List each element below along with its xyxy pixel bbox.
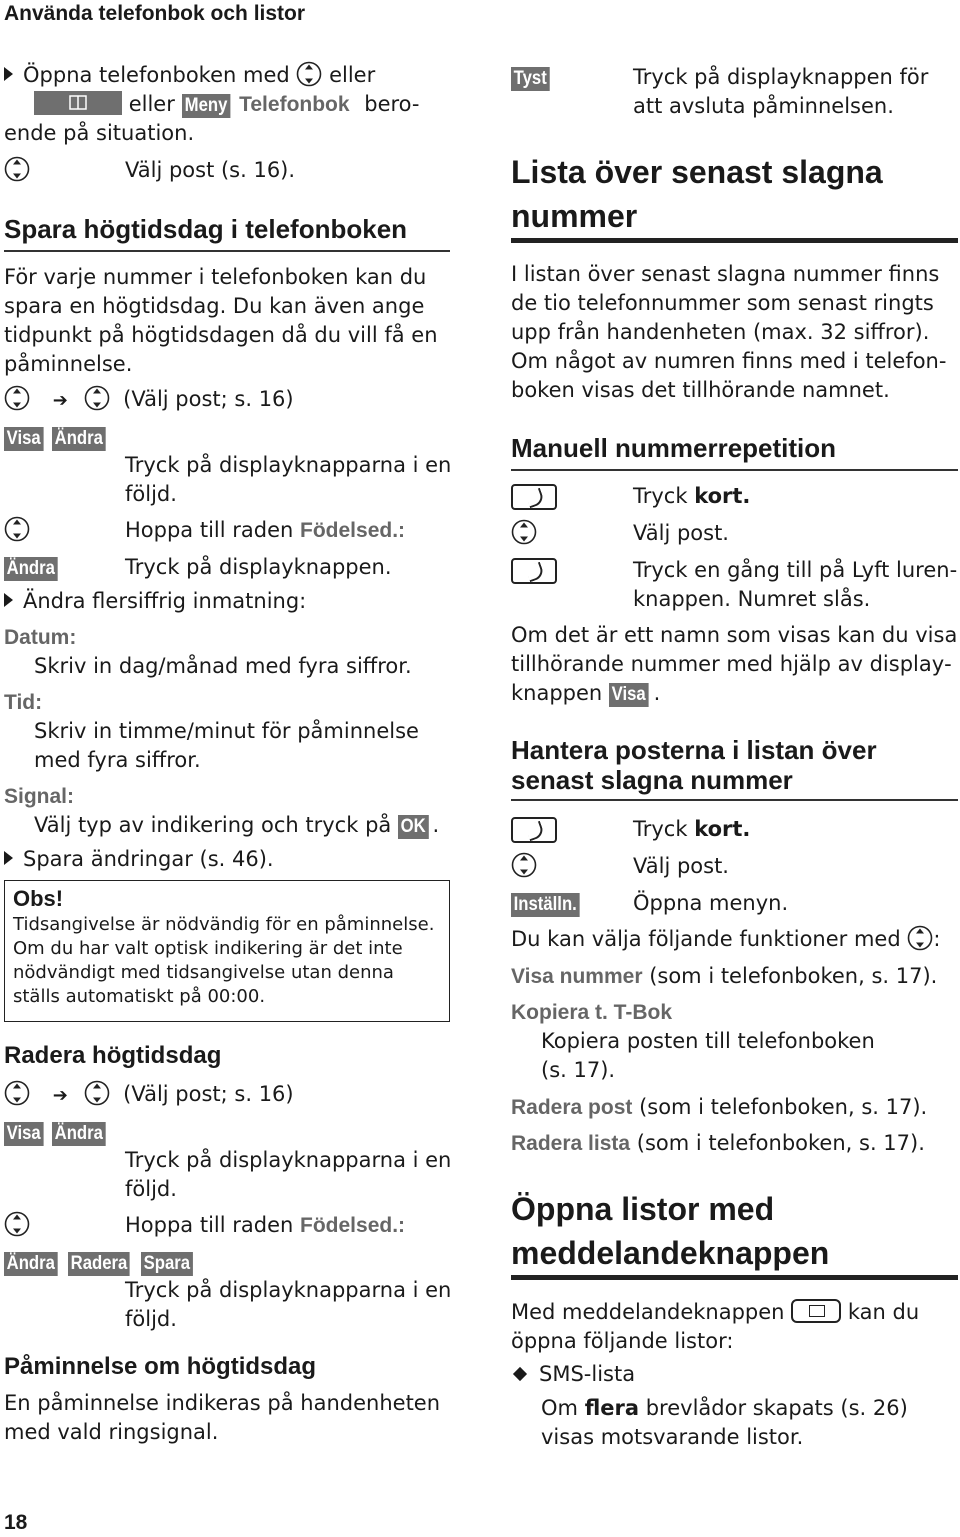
instruction-text: Tryck på displayknappen för <box>633 65 929 89</box>
heading-reminder: Påminnelse om högtidsdag <box>4 1353 317 1380</box>
phonebook-key-icon <box>34 91 122 115</box>
page-number: 18 <box>4 1511 28 1534</box>
softkey-installn: Inställn. <box>511 893 579 917</box>
step-select-entry: Välj post (s. 16). <box>4 156 30 185</box>
step-select-post-2: Välj post. <box>511 852 537 881</box>
field-text-tid: Skriv in timme/minut för påminnelse <box>34 719 419 743</box>
step-jump-birthday-2: Hoppa till raden Födelsed.: <box>4 1211 30 1240</box>
softkey-visa: Visa <box>609 683 648 707</box>
heading-save-anniversary: Spara högtidsdag i telefonboken <box>4 212 450 252</box>
heading-manual-redial: Manuell nummerrepetition <box>511 431 958 471</box>
function-copy-text-2: (s. 17). <box>541 1058 616 1082</box>
paragraph-reminder: En påminnelse indikeras på handenheten med vald ringsignal. <box>4 1391 441 1444</box>
navigation-key-icon <box>511 852 537 878</box>
field-text-tid-2: med fyra siffror. <box>34 748 201 772</box>
choose-functions: Du kan välja följande funktioner med : <box>511 927 941 951</box>
nav-select-entry-2: ➔ (Välj post; s. 16) <box>4 1080 294 1110</box>
field-label-signal: Signal: <box>4 785 75 808</box>
instruction-text: Tryck en gång till på Lyft luren- <box>633 558 958 582</box>
display-telefonbok: Telefonbok <box>239 93 350 116</box>
softkey-tyst: Tyst <box>511 67 549 91</box>
softkey-spara: Spara <box>141 1252 193 1276</box>
navigation-key-icon <box>4 1211 30 1237</box>
navigation-key-icon <box>511 519 537 545</box>
instruction-text: följd. <box>125 482 177 506</box>
paragraph-save-anniversary: För varje nummer i telefonboken kan du spara en högtidsdag. Du kan även ange tidpunkt på högtidsdagen då du vill få en påminnelse. <box>4 265 438 376</box>
step-open-phonebook: Öppna telefonboken med eller <box>4 61 375 90</box>
field-text-signal: Välj typ av indikering och tryck på OK . <box>34 813 440 837</box>
instruction-text: följd. <box>125 1177 177 1201</box>
step-press-short-2: Tryck kort. <box>511 815 557 844</box>
talk-key-icon <box>511 484 557 510</box>
softkeys-visa-andra <box>4 423 116 452</box>
softkey-radera: Radera <box>68 1252 130 1276</box>
softkey-andra: Ändra <box>52 427 106 451</box>
arrow-right-icon: ➔ <box>52 390 68 411</box>
note-title: Obs! <box>13 886 64 911</box>
navigation-key-icon <box>4 516 30 542</box>
softkey-andra: Ändra <box>4 1252 58 1276</box>
step-open-menu: Inställn. Öppna menyn. <box>511 889 592 918</box>
talk-key-icon <box>511 817 557 843</box>
instruction-text: att avsluta påminnelsen. <box>633 94 894 118</box>
field-label-tid: Tid: <box>4 691 43 714</box>
step-press-andra: Ändra Tryck på displayknappen. <box>4 553 68 582</box>
navigation-key-icon <box>296 61 322 87</box>
navigation-key-icon <box>907 925 933 951</box>
step-multi-input: Ändra flersiffrig inmatning: <box>4 587 306 616</box>
field-text-datum: Skriv in dag/månad med fyra siffror. <box>34 654 412 678</box>
instruction-text: Tryck på displayknapparna i en <box>125 453 452 477</box>
note-text: Tidsangivelse är nödvändig för en påminnelse. Om du har valt optisk indikering är det inte nödvändigt med tidsangivelse utan denna ställs automatiskt på 00:00. <box>13 914 435 1007</box>
heading-handle-entries: Hantera posterna i listan över senast slagna nummer <box>511 735 958 801</box>
field-label-datum: Datum: <box>4 626 77 649</box>
heading-open-lists: Öppna listor med meddelandeknappen <box>511 1187 958 1280</box>
step-open-phonebook-line2: eller Meny Telefonbok bero- <box>34 90 420 119</box>
instruction-text: Tryck på displayknapparna i en <box>125 1278 452 1302</box>
step-press-short: Tryck kort. <box>511 482 557 511</box>
function-delete-post: Radera post (som i telefonboken, s. 17). <box>511 1095 928 1119</box>
softkey-andra: Ändra <box>52 1122 106 1146</box>
softkey-visa: Visa <box>4 1122 43 1146</box>
paragraph-show-name: Om det är ett namn som visas kan du visa tillhörande nummer med hjälp av displayknappen Visa . <box>511 623 958 705</box>
list-item-sms: SMS-lista <box>511 1360 635 1389</box>
softkeys-andra-radera-spara <box>4 1248 203 1277</box>
heading-last-numbers: Lista över senast slagna nummer <box>511 150 958 243</box>
softkey-andra: Ändra <box>4 557 58 581</box>
step-save-changes: Spara ändringar (s. 46). <box>4 845 274 874</box>
page-header: Använda telefonbok och listor <box>4 2 306 25</box>
paragraph-last-numbers: I listan över senast slagna nummer finns de tio telefonnummer som senast ringts upp från handenheten (max. 32 siffror). Om något av numren finns med i telefonboken visas det tillhörande namnet. <box>511 262 947 402</box>
navigation-key-icon <box>84 385 110 411</box>
step-select-post: Välj post. <box>511 519 537 548</box>
note-box <box>4 880 450 1022</box>
talk-key-icon <box>511 558 557 584</box>
step-jump-birthday: Hoppa till raden Födelsed.: <box>4 516 30 545</box>
function-show-number: Visa nummer (som i telefonboken, s. 17). <box>511 964 938 988</box>
instruction-text: följd. <box>125 1307 177 1331</box>
heading-delete-anniversary: Radera högtidsdag <box>4 1042 222 1069</box>
step-arrow-icon <box>4 851 13 865</box>
function-copy-label: Kopiera t. T-Bok <box>511 1001 673 1024</box>
instruction-text: knappen. Numret slås. <box>633 587 871 611</box>
bullet-icon <box>513 1367 527 1381</box>
step-arrow-icon <box>4 67 13 81</box>
softkey-tyst-row <box>511 63 558 92</box>
book-icon <box>34 91 122 115</box>
softkeys-visa-andra-2 <box>4 1118 116 1147</box>
message-key-icon <box>791 1299 841 1323</box>
navigation-key-icon <box>4 1080 30 1106</box>
paragraph-multiple-mailboxes: Om flera brevlådor skapats (s. 26) visas motsvarande listor. <box>541 1396 908 1449</box>
nav-select-entry: ➔ (Välj post; s. 16) <box>4 385 294 415</box>
softkey-meny: Meny <box>182 94 230 118</box>
instruction-text: Tryck på displayknapparna i en <box>125 1148 452 1172</box>
navigation-key-icon <box>84 1080 110 1106</box>
navigation-key-icon <box>4 385 30 411</box>
function-copy-text: Kopiera posten till telefonboken <box>541 1029 875 1053</box>
step-press-again <box>511 556 557 585</box>
arrow-right-icon: ➔ <box>52 1085 68 1106</box>
step-arrow-icon <box>4 593 13 607</box>
softkey-visa: Visa <box>4 427 43 451</box>
function-delete-list: Radera lista (som i telefonboken, s. 17). <box>511 1131 925 1155</box>
step-open-phonebook-line3: ende på situation. <box>4 121 195 145</box>
navigation-key-icon <box>4 156 30 182</box>
paragraph-open-lists: Med meddelandeknappen kan du öppna följande listor: <box>511 1300 920 1353</box>
softkey-ok: OK <box>398 815 428 839</box>
